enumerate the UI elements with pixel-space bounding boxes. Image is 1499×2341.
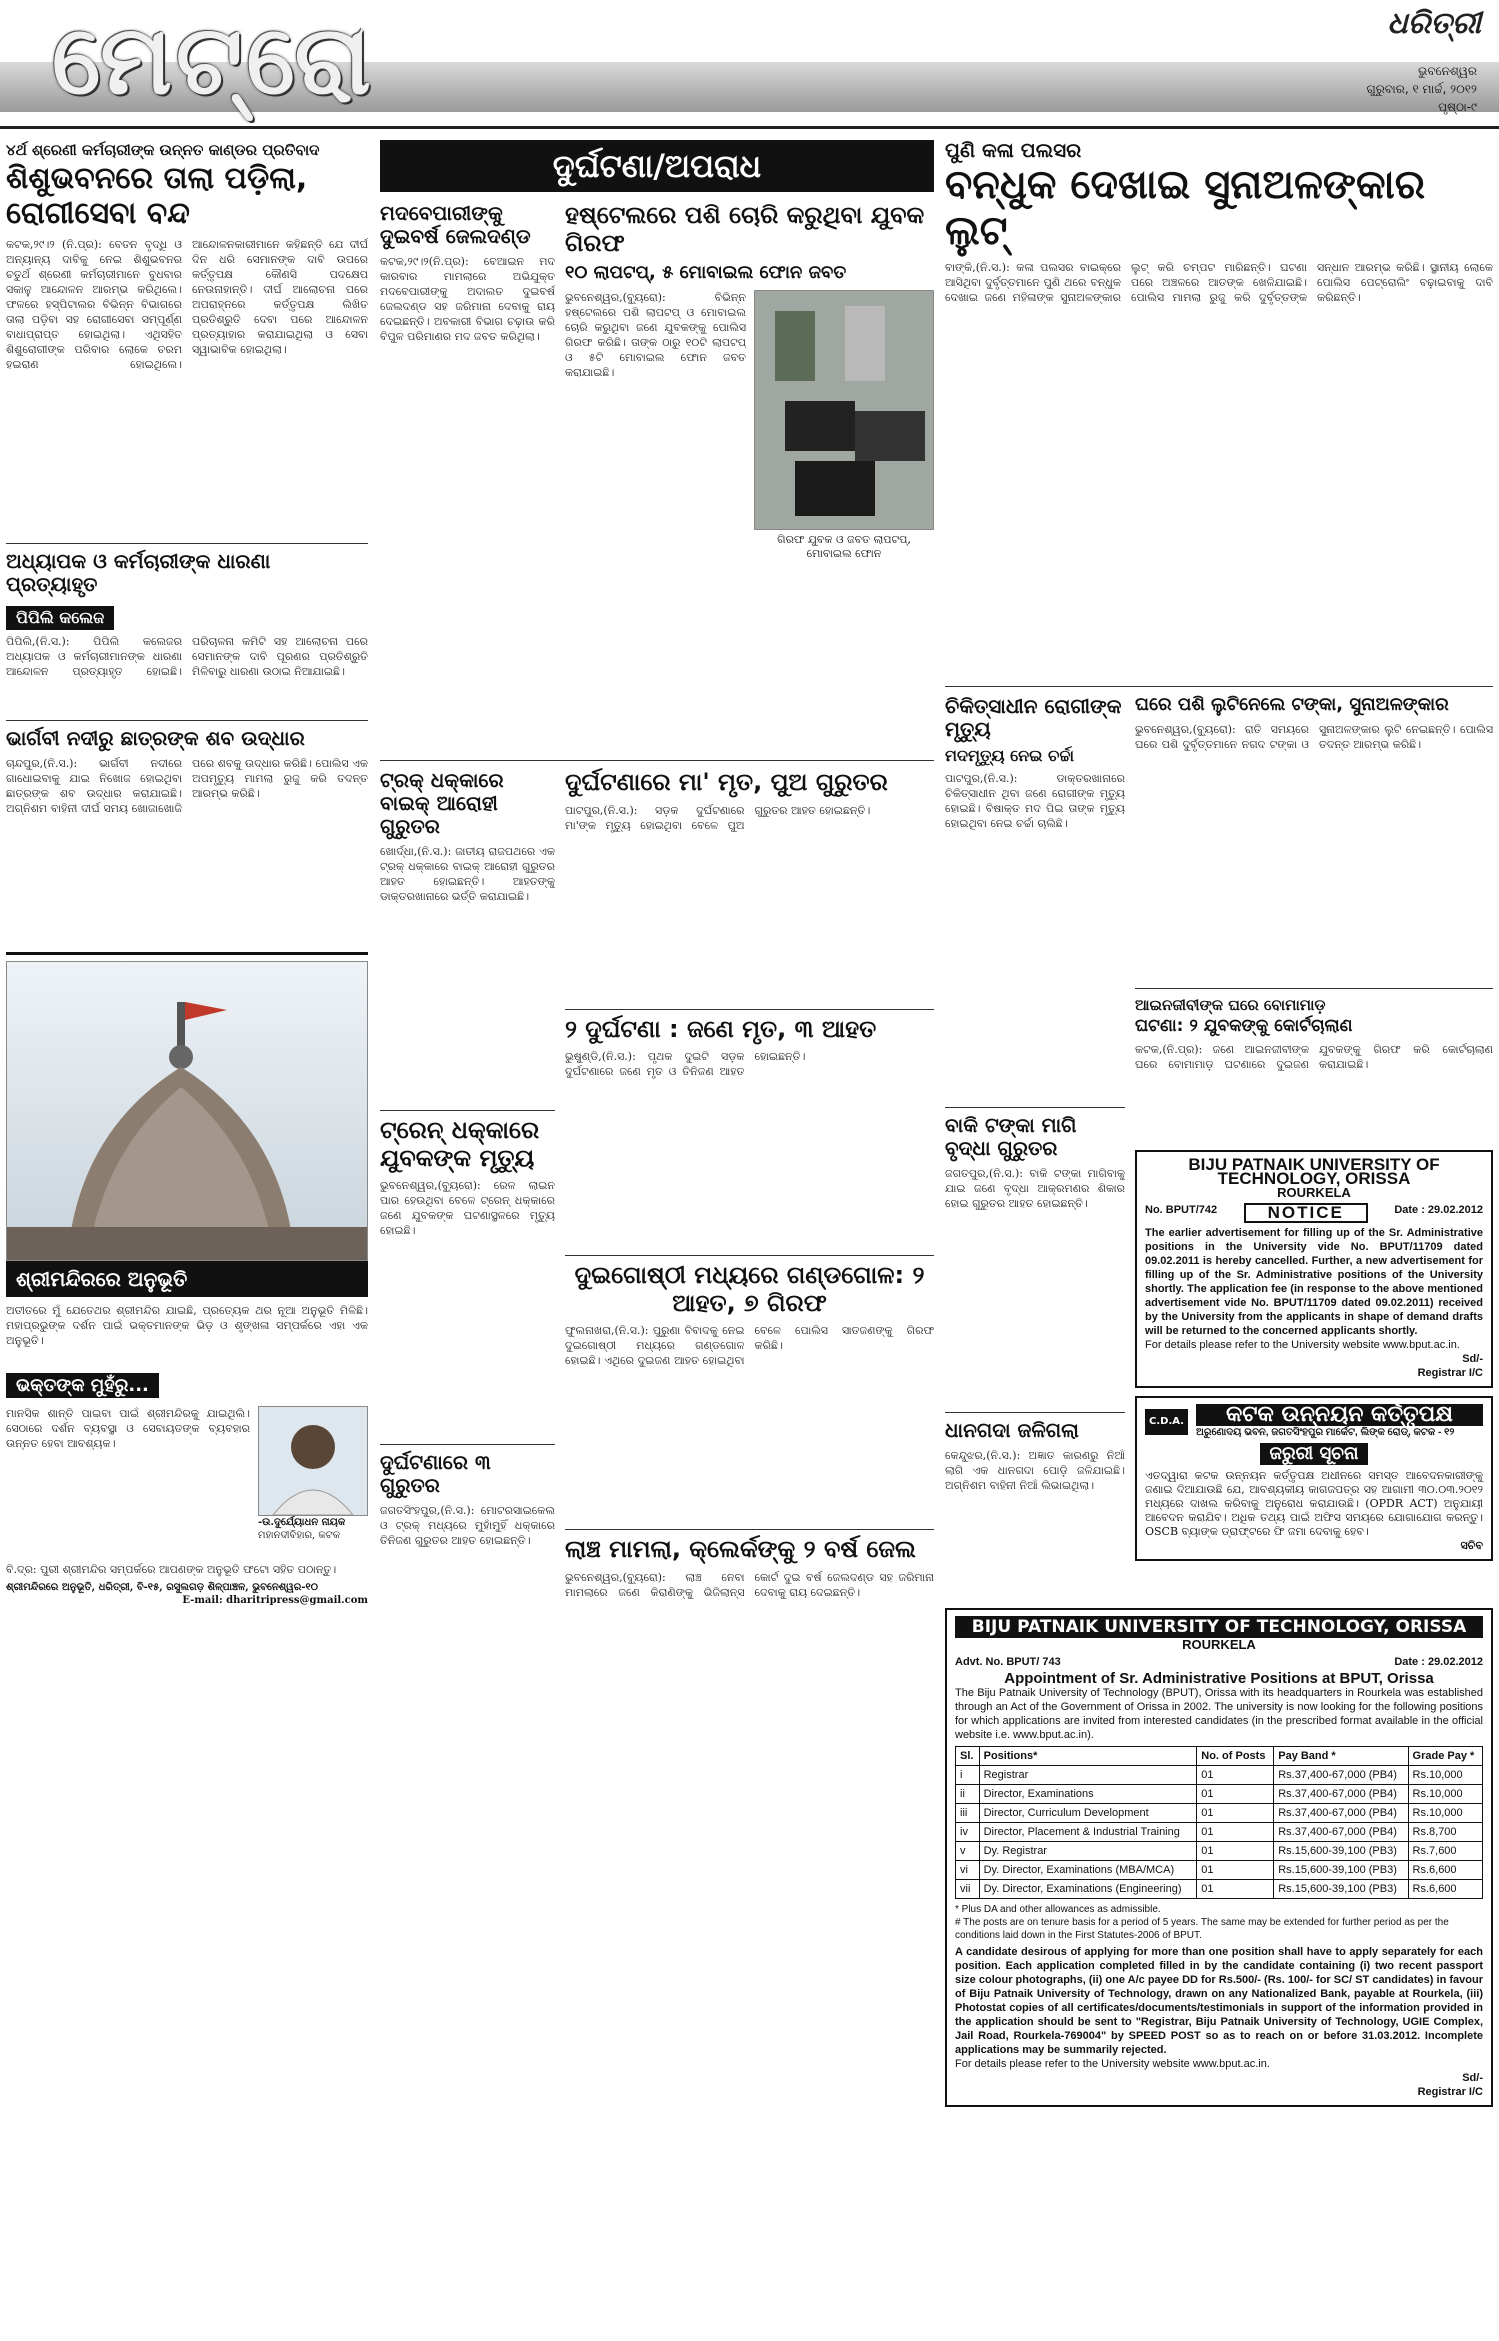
headline: ଘଟଣା: ୨ ଯୁବକଙ୍କୁ କୋର୍ଟଚାଲାଣ	[1135, 1015, 1353, 1036]
headline: ଟ୍ରେନ୍ ଧକ୍କାରେ ଯୁବକଙ୍କ ମୃତ୍ୟୁ	[380, 1116, 540, 1172]
table-cell: Rs.37,400-67,000 (PB4)	[1274, 1804, 1408, 1823]
voice-block	[6, 1406, 368, 1556]
headline: ଭାର୍ଗବୀ ନଦୀରୁ ଛାତ୍ରଙ୍କ ଶବ ଉଦ୍ଧାର	[6, 726, 305, 750]
feature-note: ବି.ଦ୍ର: ପୁରୀ ଶ୍ରୀମନ୍ଦିର ସମ୍ପର୍କରେ ଆପଣଙ୍କ ଅନୁଭୂତି ଫଟୋ ସହିତ ପଠାନ୍ତୁ।	[6, 1563, 337, 1576]
headline: ଦୁର୍ଘଟଣାରେ ୩ ଗୁରୁତର	[380, 1450, 491, 1498]
masthead-rule	[0, 126, 1499, 129]
ad-heading	[1196, 1404, 1483, 1439]
ad-city: ROURKELA	[1182, 1637, 1256, 1653]
table-cell: Rs.15,600-39,100 (PB3)	[1274, 1880, 1408, 1899]
page-number: ପୃଷ୍ଠା-୯	[1438, 100, 1477, 114]
table-cell: 01	[1197, 1785, 1274, 1804]
table-cell: 01	[1197, 1880, 1274, 1899]
table-cell: iv	[956, 1823, 980, 1842]
ad-title: BIJU PATNAIK UNIVERSITY OF TECHNOLOGY, ORISSA	[1188, 1155, 1440, 1189]
feature-intro: ଅତୀତରେ ମୁଁ ଯେତେଥର ଶ୍ରୀମନ୍ଦିର ଯାଇଛି, ପ୍ରତ୍ୟେକ ଥର ନୂଆ ଅନୁଭୂତି ମିଳିଛି। ମହାପ୍ରଭୁଙ୍କ ଦର୍ଶନ ପାଇଁ ଭକ୍ତମାନଙ୍କ ଭିଡ଼ ଓ ଶୃଙ୍ଖଳା ସମ୍ପର୍କରେ ଏହା ଏକ ଅନୁଭୂତି।	[6, 1304, 368, 1347]
ad-signer: Registrar I/C	[1417, 1367, 1483, 1380]
ad-meta	[955, 1655, 1483, 1669]
article-body: ଜଗତପୁର,(ନି.ସ.): ବାକି ଟଙ୍କା ମାଗିବାକୁ ଯାଇ ଜଣେ ବୃଦ୍ଧା ଆକ୍ରମଣର ଶିକାର ହୋଇ ଗୁରୁତର ଆହତ ହୋଇଛନ୍ତି।	[945, 1167, 1125, 1211]
kicker: ଆଇନଜୀବୀଙ୍କ ଘରେ ବୋମାମାଡ଼	[1135, 995, 1326, 1014]
table-cell: Dy. Director, Examinations (Engineering)	[979, 1880, 1197, 1899]
divider	[1135, 988, 1493, 989]
table-row	[956, 1766, 1483, 1785]
ad-more: For details please refer to the University website www.bput.ac.in.	[955, 2058, 1270, 2071]
headline: ମଦବେପାରୀଙ୍କୁ ଦୁଇବର୍ଷ ଜେଲଦଣ୍ଡ	[380, 201, 531, 248]
ad-notice-wrap	[1145, 1443, 1483, 1465]
article-body: ପିପିଲି,(ନି.ସ.): ପିପିଲି କଲେଜର ଅଧ୍ୟାପକ ଓ କର୍ମଚାରୀମାନଙ୍କ ଧାରଣା ଆନ୍ଦୋଳନ ପ୍ରତ୍ୟାହୃତ ହୋଇଛି। ପରିଚାଳନା କମିଟି ସହ ଆଲୋଚନା ପରେ ସେମାନଙ୍କ ଦାବି ପୂରଣର ପ୍ରତିଶ୍ରୁତି ମିଳିବାରୁ ଧାରଣା ଉଠାଇ ନିଆଯାଇଛି।	[6, 635, 368, 678]
table-header-cell: Pay Band *	[1274, 1747, 1408, 1766]
table-cell: Director, Examinations	[979, 1785, 1197, 1804]
cda-logo: C.D.A.	[1145, 1409, 1188, 1435]
ad-sign: Sd/-	[1462, 1353, 1483, 1366]
table-cell: Dy. Registrar	[979, 1842, 1197, 1861]
article-body: କେନ୍ଦୁଝର,(ନି.ସ.): ଅଜ୍ଞାତ କାରଣରୁ ନିଆଁ ଲାଗି ଏକ ଧାନଗଦା ପୋଡ଼ି ଜଳିଯାଇଛି। ଅଗ୍ନିଶମ ବାହିନୀ ନିଆଁ ଲିଭାଇଥିଲା।	[945, 1449, 1125, 1493]
headline: ଦୁଇଗୋଷ୍ଠୀ ମଧ୍ୟରେ ଗଣ୍ଡଗୋଳ: ୨ ଆହତ, ୭ ଗିରଫ	[574, 1261, 925, 1317]
subhead: ମଦମୃତ୍ୟୁ ନେଇ ଚର୍ଚ୍ଚା	[945, 746, 1075, 765]
ad-date: Date : 29.02.2012	[1394, 1204, 1483, 1217]
ad-notice: NOTICE	[1244, 1203, 1368, 1223]
story-truck	[380, 767, 555, 1763]
story-pipili	[6, 550, 368, 714]
headline: ଦୁର୍ଘଟଣାରେ ମା' ମୃତ, ପୁଅ ଗୁରୁତର	[565, 768, 888, 796]
ad-body: A candidate desirous of applying for more than one position shall have to apply separately for each position. Each application completed filled in by the candidate containing (i) two recent passport size colour photographs, (ii) one A/c payee DD for Rs.500/- (Rs. 100/- for SC/ ST candidates) in favour of Biju Patnaik University of Technology, drawn on any Nationalized Bank, payable at Rourkela, (iii) Photostat copies of all certificates/documents/testimonials in support of the information provided in the application should be sent to "Registrar, Biju Patnaik University of Technology, UGIE Complex, Jail Road, Rourkela-769004" by SPEED POST so as to reach on or before 31.03.2012. Incomplete applications may be summarily rejected.	[955, 1946, 1483, 2057]
story-shishu-bhawan	[6, 140, 368, 537]
divider	[6, 720, 368, 721]
table-cell: 01	[1197, 1766, 1274, 1785]
table-cell: Rs.6,600	[1408, 1880, 1482, 1899]
headline: ଚିକିତ୍ସାଧୀନ ରୋଗୀଙ୍କ ମୃତ୍ୟୁ	[945, 694, 1122, 741]
ad-number: Advt. No. BPUT/ 743	[955, 1656, 1061, 1669]
divider	[6, 543, 368, 544]
table-cell: Rs.15,600-39,100 (PB3)	[1274, 1842, 1408, 1861]
byline-name: -ଉ.ଦୁର୍ଯ୍ୟୋଧନ ନାୟକ	[258, 1517, 346, 1528]
table-cell: Rs.37,400-67,000 (PB4)	[1274, 1823, 1408, 1842]
headline: ଧାନଗଦା ଜଳିଗଲା	[945, 1418, 1079, 1443]
divider	[945, 1107, 1125, 1108]
right-wide	[1135, 693, 1493, 1598]
ad-title: BIJU PATNAIK UNIVERSITY OF TECHNOLOGY, ORISSA	[955, 1616, 1483, 1638]
article-body: ଖୋର୍ଦ୍ଧା,(ନି.ସ.): ଜାତୀୟ ରାଜପଥରେ ଏକ ଟ୍ରକ୍ ଧକ୍କାରେ ବାଇକ୍ ଆରୋହୀ ଗୁରୁତର ଆହତ ହୋଇଛନ୍ତି। ଆହତଙ୍କୁ ଡାକ୍ତରଖାନାରେ ଭର୍ତ୍ତି କରାଯାଇଛି।	[380, 845, 555, 903]
divider	[945, 686, 1493, 687]
person-icon	[259, 1407, 367, 1515]
table-cell: Dy. Director, Examinations (MBA/MCA)	[979, 1861, 1197, 1880]
table-cell: vi	[956, 1861, 980, 1880]
column-left	[6, 140, 368, 1607]
ad-signer: Registrar I/C	[1417, 2086, 1483, 2099]
table-cell: Rs.15,600-39,100 (PB3)	[1274, 1861, 1408, 1880]
ad-note: * Plus DA and other allowances as admissible.	[955, 1904, 1161, 1916]
headline: ଘରେ ପଶି ଲୁଟିନେଲେ ଟଙ୍କା, ସୁନାଅଳଙ୍କାର	[1135, 694, 1449, 715]
table-header-cell: No. of Posts	[1197, 1747, 1274, 1766]
ad-title: କଟକ ଉନ୍ନୟନ କର୍ତ୍ତୃପକ୍ଷ	[1196, 1404, 1483, 1426]
table-cell: iii	[956, 1804, 980, 1823]
right-narrow	[945, 693, 1125, 1598]
place-label: ପିପିଲି କଲେଜ	[6, 606, 114, 630]
article-body: ପାଟପୁର,(ନି.ସ.): ସଡ଼କ ଦୁର୍ଘଟଣାରେ ମା'ଙ୍କ ମୃତ୍ୟୁ ହୋଇଥିବା ବେଳେ ପୁଅ ଗୁରୁତର ଆହତ ହୋଇଛନ୍ତି।	[565, 803, 871, 832]
headline: ଶିଶୁଭବନରେ ତାଲା ପଡ଼ିଲା, ରୋଗୀସେବା ବନ୍ଦ	[6, 161, 308, 231]
table-header-cell: Positions*	[979, 1747, 1197, 1766]
ad-body: ଏତଦ୍ୱାରା କଟକ ଉନ୍ନୟନ କର୍ତ୍ତୃପକ୍ଷ ଅଧୀନରେ ସମସ୍ତ ଆବେଦନକାରୀଙ୍କୁ ଜଣାଇ ଦିଆଯାଉଛି ଯେ, ଆବଶ୍ୟକୀୟ କାଗଜପତ୍ର ସହ ଆଗାମୀ ୩୦.୦୩.୨୦୧୨ ମଧ୍ୟରେ ଦାଖଲ କରିବାକୁ ଅନୁରୋଧ କରାଯାଉଛି। (OPDR ACT) ଅନୁଯାୟୀ ଆବେଦନ କରାଯିବ। ଅଧିକ ତଥ୍ୟ ପାଇଁ ଅଫିସ ସମୟରେ ଯୋଗାଯୋଗ କରନ୍ତୁ। OSCB ବ୍ୟାଙ୍କ ଡ୍ରାଫ୍ଟରେ ଫି ଜମା ଦେବାକୁ ହେବ।	[1145, 1469, 1483, 1539]
middle-row	[380, 767, 934, 1763]
divider	[380, 760, 934, 761]
voice-body: ମାନସିକ ଶାନ୍ତି ପାଇବା ପାଇଁ ଶ୍ରୀମନ୍ଦିରକୁ ଯାଇଥିଲି। ସେଠାରେ ଦର୍ଶନ ବ୍ୟବସ୍ଥା ଓ ସେବାୟତଙ୍କ ବ୍ୟବହାର ଉନ୍ନତ ହେବା ଆବଶ୍ୟକ।	[6, 1407, 250, 1450]
article-body: ଫୁଲନାଖରା,(ନି.ସ.): ପୁରୁଣା ବିବାଦକୁ ନେଇ ଦୁଇଗୋଷ୍ଠୀ ମଧ୍ୟରେ ଗଣ୍ଡଗୋଳ ହୋଇଛି। ଏଥିରେ ଦୁଇଜଣ ଆହତ ହୋଇଥିବା ବେଳେ ପୋଲିସ ସାତଜଣଙ୍କୁ ଗିରଫ କରିଛି।	[565, 1324, 934, 1368]
divider	[945, 1412, 1125, 1413]
table-cell: 01	[1197, 1842, 1274, 1861]
table-cell: Rs.7,600	[1408, 1842, 1482, 1861]
headline: ଟ୍ରକ୍ ଧକ୍କାରେ ବାଇକ୍ ଆରୋହୀ ଗୁରୁତର	[380, 768, 504, 838]
avatar	[258, 1406, 368, 1516]
article-body: କଟକ,୨୯।୨(ନି.ପ୍ର): ବେଆଇନ ମଦ କାରବାର ମାମଲାରେ ଅଭିଯୁକ୍ତ ମଦବେପାରୀଙ୍କୁ ଅଦାଲତ ଦୁଇବର୍ଷ ଜେଲଦଣ୍ଡ ସହ ଜରିମାନା ଦେବାକୁ ରାୟ ଦେଇଛନ୍ତି। ଅବକାରୀ ବିଭାଗ ଚଢ଼ାଉ କରି ବିପୁଳ ପରିମାଣର ମଦ ଜବତ କରିଥିଲା।	[380, 255, 555, 343]
table-cell: 01	[1197, 1861, 1274, 1880]
ad-meta	[1145, 1203, 1483, 1223]
headline: ହଷ୍ଟେଲରେ ପଶି ଚୋରି କରୁଥିବା ଯୁବକ ଗିରଫ	[565, 201, 925, 257]
ad-notice: ଜରୁରୀ ସୂଚନା	[1260, 1443, 1369, 1465]
headline: ଲାଞ୍ଚ ମାମଲା, କ୍ଲେର୍କଙ୍କୁ ୨ ବର୍ଷ ଜେଲ	[565, 1535, 916, 1564]
table-cell: ii	[956, 1785, 980, 1804]
subhead: ୧୦ ଲାପଟପ୍, ୫ ମୋବାଇଲ ଫୋନ ଜବତ	[565, 262, 847, 284]
feature-address: ଶ୍ରୀମନ୍ଦିରରେ ଅନୁଭୂତି, ଧରିତ୍ରୀ, ବି-୧୫, ରସୁଲଗଡ଼ ଶିଳ୍ପାଞ୍ଚଳ, ଭୁବନେଶ୍ୱର-୧୦	[6, 1582, 318, 1593]
table-cell: vii	[956, 1880, 980, 1899]
table-row	[956, 1785, 1483, 1804]
positions-table	[955, 1746, 1483, 1899]
divider	[380, 1444, 555, 1445]
article-body: ଭୁଷୁଣ୍ଡି,(ନି.ସ.): ପୃଥକ ଦୁଇଟି ସଡ଼କ ଦୁର୍ଘଟଣାରେ ଜଣେ ମୃତ ଓ ତିନିଜଣ ଆହତ ହୋଇଛନ୍ତି।	[565, 1050, 806, 1079]
kicker: ପୁଣି କଳା ପଲସର	[945, 138, 1082, 162]
article-body: ଭୁବନେଶ୍ୱର,(ବ୍ୟୁରୋ): ରାତି ସମୟରେ ଘରେ ପଶି ଦୁର୍ବୃତ୍ତମାନେ ନଗଦ ଟଙ୍କା ଓ ସୁନାଅଳଙ୍କାର ଲୁଟି ନେଇଛନ୍ତି। ପୋଲିସ ତଦନ୍ତ ଆରମ୍ଭ କରିଛି।	[1135, 722, 1493, 751]
right-row	[945, 693, 1493, 1598]
ad-body: The earlier advertisement for filling up of the Sr. Administrative positions in the University vide No. BPUT/11709 dated 09.02.2011 is hereby cancelled. Further, a new advertisement for filling up of the Sr. Administrative positions of the University shortly. The application fee (in response to the above mentioned advertisement vide No. BPUT/11709 dated 09.02.2011) received by the University from the applicants in shape of demand drafts will be returned to the concerned applicants shortly.	[1145, 1227, 1483, 1338]
byline-role: ମହାନଦୀବିହାର, କଟକ	[258, 1530, 341, 1541]
feature-caption: ଶ୍ରୀମନ୍ଦିରରେ ଅନୁଭୂତି	[6, 1261, 368, 1297]
table-cell: Rs.10,000	[1408, 1804, 1482, 1823]
table-row	[956, 1880, 1483, 1899]
photo-caption: ଗିରଫ ଯୁବକ ଓ ଜବତ ଲାପଟପ୍, ମୋବାଇଲ ଫୋନ	[777, 532, 911, 560]
newspaper-brand: ଧରିତ୍ରୀ	[1387, 6, 1481, 41]
story-hostel-body	[565, 290, 934, 670]
column-right	[945, 140, 1493, 2107]
table-header-cell: Sl.	[956, 1747, 980, 1766]
table-cell: Rs.10,000	[1408, 1785, 1482, 1804]
ad-more: For details please refer to the University website www.bput.ac.in.	[1145, 1339, 1460, 1352]
table-cell: Rs.37,400-67,000 (PB4)	[1274, 1785, 1408, 1804]
table-cell: Registrar	[979, 1766, 1197, 1785]
divider	[380, 1110, 555, 1111]
table-row	[956, 1804, 1483, 1823]
laptops-icon	[755, 291, 934, 530]
column-middle	[380, 140, 934, 1763]
ad-address: ଅରୁଣୋଦୟ ଭବନ, ଜଗତସିଂହପୁର ମାର୍କେଟ, ଲିଙ୍କ ରୋଡ୍, କଟକ - ୧୨	[1195, 1427, 1455, 1439]
temple-photo	[6, 961, 368, 1261]
ad-bput-appointment	[945, 1608, 1493, 2107]
divider	[6, 952, 368, 955]
table-cell: 01	[1197, 1804, 1274, 1823]
story-liquor	[380, 200, 555, 754]
article-body: ଭୁବନେଶ୍ୱର,(ବ୍ୟୁରୋ): ଲାଞ୍ଚ ନେବା ମାମଲାରେ ଜଣେ କିରାଣିଙ୍କୁ ଭିଜିଲାନ୍ସ କୋର୍ଟ ଦୁଇ ବର୍ଷ ଜେଲଦଣ୍ଡ ସହ ଜରିମାନା ଦେବାକୁ ରାୟ ଦେଇଛନ୍ତି।	[565, 1570, 934, 1599]
right-stack	[565, 767, 934, 1763]
table-cell: Rs.8,700	[1408, 1823, 1482, 1842]
table-cell: Rs.10,000	[1408, 1766, 1482, 1785]
issue-date: ଗୁରୁବାର, ୧ ମାର୍ଚ୍ଚ, ୨୦୧୨	[1366, 82, 1477, 96]
article-body: ଭୁବନେଶ୍ୱର,(ବ୍ୟୁରୋ): ବିଭିନ୍ନ ହଷ୍ଟେଲରେ ପଶି ଲାପଟପ୍ ଓ ମୋବାଇଲ ଚୋରି କରୁଥିବା ଜଣେ ଯୁବକଙ୍କୁ ପୋଲିସ ଗିରଫ କରିଛି। ତାଙ୍କ ଠାରୁ ୧୦ଟି ଲାପଟପ୍ ଓ ୫ଟି ମୋବାଇଲ ଫୋନ ଜବତ କରାଯାଇଛି।	[565, 290, 746, 379]
issue-meta	[1366, 62, 1477, 116]
temple-icon	[7, 962, 368, 1261]
voice-label: ଭକ୍ତଙ୍କ ମୁହଁରୁ...	[6, 1373, 159, 1398]
ad-header	[1145, 1404, 1483, 1439]
table-cell: Rs.6,600	[1408, 1861, 1482, 1880]
table-row	[956, 1861, 1483, 1880]
table-header-row	[956, 1747, 1483, 1766]
lead-headline: ବନ୍ଧୁକ ଦେଖାଇ ସୁନାଅଳଙ୍କାର ଲୁଟ୍	[945, 162, 1426, 254]
ad-city: ROURKELA	[1277, 1185, 1351, 1201]
section-banner: ଦୁର୍ଘଟଣା/ଅପରାଧ	[380, 140, 934, 192]
divider	[565, 1255, 934, 1256]
top-row	[380, 200, 934, 754]
kicker: ୪ର୍ଥ ଶ୍ରେଣୀ କର୍ମଚାରୀଙ୍କ ଉନ୍ନତ କାଣ୍ଡର ପ୍ରତିବାଦ	[6, 141, 320, 159]
table-cell: v	[956, 1842, 980, 1861]
feature-email: E-mail: dharitripress@gmail.com	[182, 1595, 368, 1606]
table-row	[956, 1842, 1483, 1861]
arrest-photo	[754, 290, 934, 530]
article-body: ପାଟପୁର,(ନି.ସ.): ଡାକ୍ତରଖାନାରେ ଚିକିତ୍ସାଧୀନ ଥିବା ଜଣେ ରୋଗୀଙ୍କ ମୃତ୍ୟୁ ହୋଇଛି। ବିଷାକ୍ତ ମଦ ପିଇ ତାଙ୍କ ମୃତ୍ୟୁ ହୋଇଥିବା ନେଇ ଚର୍ଚ୍ଚା ଚାଲିଛି।	[945, 772, 1125, 831]
headline: ୨ ଦୁର୍ଘଟଣା : ଜଣେ ମୃତ, ୩ ଆହତ	[565, 1014, 877, 1043]
table-cell: Director, Curriculum Development	[979, 1804, 1197, 1823]
ad-heading: Appointment of Sr. Administrative Positions at BPUT, Orissa	[1004, 1670, 1434, 1688]
article-body: ଜଗତସିଂହପୁର,(ନି.ସ.): ମୋଟରସାଇକେଲ ଓ ଟ୍ରକ୍ ମଧ୍ୟରେ ମୁହାଁମୁହିଁ ଧକ୍କାରେ ତିନିଜଣ ଗୁରୁତର ଆହତ ହୋଇଛନ୍ତି।	[380, 1504, 555, 1548]
lead-body: ବାଙ୍କି,(ନି.ସ.): କଳା ପଲସର ବାଇକ୍‌ରେ ଆସିଥିବା ଦୁର୍ବୃତ୍ତମାନେ ପୁଣି ଥରେ ବନ୍ଧୁକ ଦେଖାଇ ଜଣେ ମହିଳାଙ୍କ ସୁନାଅଳଙ୍କାର ଲୁଟ୍ କରି ଚମ୍ପଟ ମାରିଛନ୍ତି। ଘଟଣା ପରେ ଅଞ୍ଚଳରେ ଆତଙ୍କ ଖେଳିଯାଇଛି। ପୋଲିସ ମାମଲା ରୁଜୁ କରି ଦୁର୍ବୃତ୍ତଙ୍କ ସନ୍ଧାନ ଆରମ୍ଭ କରିଛି। ସ୍ଥାନୀୟ ଲୋକେ ପୋଲିସ ପେଟ୍ରୋଲିଂ ବଢ଼ାଇବାକୁ ଦାବି କରିଛନ୍ତି।	[945, 261, 1493, 304]
headline: ବାକି ଟଙ୍କା ମାଗି ବୃଦ୍ଧା ଗୁରୁତର	[945, 1113, 1077, 1161]
photo-block	[754, 290, 934, 670]
issue-city: ଭୁବନେଶ୍ୱର	[1418, 64, 1477, 78]
ad-signer: ସଚିବ	[1460, 1540, 1483, 1553]
headline: ଅଧ୍ୟାପକ ଓ କର୍ମଚାରୀଙ୍କ ଧାରଣା ପ୍ରତ୍ୟାହୃତ	[6, 549, 271, 596]
article-body: ଚାନ୍ଦପୁର,(ନି.ସ.): ଭାର୍ଗବୀ ନଦୀରେ ଗାଧୋଇବାକୁ ଯାଇ ନିଖୋଜ ହୋଇଥିବା ଛାତ୍ରଙ୍କ ଶବ ଉଦ୍ଧାର କରାଯାଇଛି। ଅଗ୍ନିଶମ ବାହିନୀ ଦୀର୍ଘ ସମୟ ଖୋଜାଖୋଜି ପରେ ଶବକୁ ଉଦ୍ଧାର କରିଛି। ପୋଲିସ ଏକ ଅପମୃତ୍ୟୁ ମାମଲା ରୁଜୁ କରି ତଦନ୍ତ ଆରମ୍ଭ କରିଛି।	[6, 757, 368, 815]
masthead	[0, 0, 1499, 130]
article-body: ଭୁବନେଶ୍ୱର,(ବ୍ୟୁରୋ): ରେଳ ଲାଇନ ପାର ହେଉଥିବା ବେଳେ ଟ୍ରେନ୍ ଧକ୍କାରେ ଜଣେ ଯୁବକଙ୍କ ଘଟଣାସ୍ଥଳରେ ମୃତ୍ୟୁ ହୋଇଛି।	[380, 1179, 555, 1238]
table-cell: Director, Placement & Industrial Training	[979, 1823, 1197, 1842]
divider	[565, 1009, 934, 1010]
table-cell: Rs.37,400-67,000 (PB4)	[1274, 1766, 1408, 1785]
ad-number: No. BPUT/742	[1145, 1204, 1218, 1217]
ad-bput-notice	[1135, 1150, 1493, 1388]
ad-intro: The Biju Patnaik University of Technology (BPUT), Orissa with its headquarters in Rourkela was established through an Act of the Government of Orissa in 2002. The university is now looking for the following positions for which applications are invited from interested candidates (in the prescribed format available in the official website i.e. www.bput.ac.in).	[955, 1687, 1483, 1742]
table-row	[956, 1823, 1483, 1842]
byline	[258, 1406, 368, 1556]
article-body: କଟକ,୨୯।୨ (ନି.ପ୍ର): ବେତନ ବୃଦ୍ଧି ଓ ଅନ୍ୟାନ୍ୟ ଦାବିକୁ ନେଇ ଶିଶୁଭବନର ଚତୁର୍ଥ ଶ୍ରେଣୀ କର୍ମଚାରୀମାନେ ବୁଧବାର ସକାଳୁ ଆନ୍ଦୋଳନ ଆରମ୍ଭ କରିଥିଲେ। ଫଳରେ ହସ୍ପିଟାଲର ବିଭିନ୍ନ ବିଭାଗରେ ତାଲା ପଡ଼ିବା ସହ ରୋଗୀସେବା ସମ୍ପୂର୍ଣ୍ଣ ବାଧାପ୍ରାପ୍ତ ହୋଇଥିଲା। ଏଥିସହିତ ଶିଶୁରୋଗୀଙ୍କ ପରିବାର ଲୋକେ ଚରମ ହଇରାଣ ହୋଇଥିଲେ। ଆନ୍ଦୋଳନକାରୀମାନେ କହିଛନ୍ତି ଯେ ଦୀର୍ଘ ଦିନ ଧରି ସେମାନଙ୍କ ଦାବି ଉପରେ କର୍ତ୍ତୃପକ୍ଷ କୌଣସି ପଦକ୍ଷେପ ନେଉନାହାନ୍ତି। ଦୀର୍ଘ ଆଲୋଚନା ପରେ ଅପରାହ୍ନରେ କର୍ତ୍ତୃପକ୍ଷ ଲିଖିତ ପ୍ରତିଶ୍ରୁତି ଦେବା ପରେ ଆନ୍ଦୋଳନ ପ୍ରତ୍ୟାହାର କରାଯାଇଥିଲା ଓ ସେବା ସ୍ୱାଭାବିକ ହୋଇଥିଲା।	[6, 238, 368, 371]
table-cell: i	[956, 1766, 980, 1785]
story-bhargavi	[6, 727, 368, 946]
story-hostel-theft	[565, 200, 934, 754]
table-header-cell: Grade Pay *	[1408, 1747, 1482, 1766]
ad-note: # The posts are on tenure basis for a period of 5 years. The same may be extended for further period as per the conditions laid down in the First Statutes-2006 of BPUT.	[955, 1917, 1449, 1942]
ad-sign: Sd/-	[1462, 2072, 1483, 2085]
ad-cda	[1135, 1396, 1493, 1561]
article-body: କଟକ,(ନି.ପ୍ର): ଜଣେ ଆଇନଜୀବୀଙ୍କ ଘରେ ବୋମାମାଡ଼ ଘଟଣାରେ ଦୁଇଜଣ ଯୁବକଙ୍କୁ ଗିରଫ କରି କୋର୍ଟଚାଲାଣ କରାଯାଇଛି।	[1135, 1043, 1493, 1072]
feature-srimandir	[6, 961, 368, 1607]
ad-date: Date : 29.02.2012	[1394, 1656, 1483, 1669]
table-cell: 01	[1197, 1823, 1274, 1842]
divider	[565, 1529, 934, 1530]
section-title: ମେଟ୍ରୋ	[52, 4, 375, 116]
